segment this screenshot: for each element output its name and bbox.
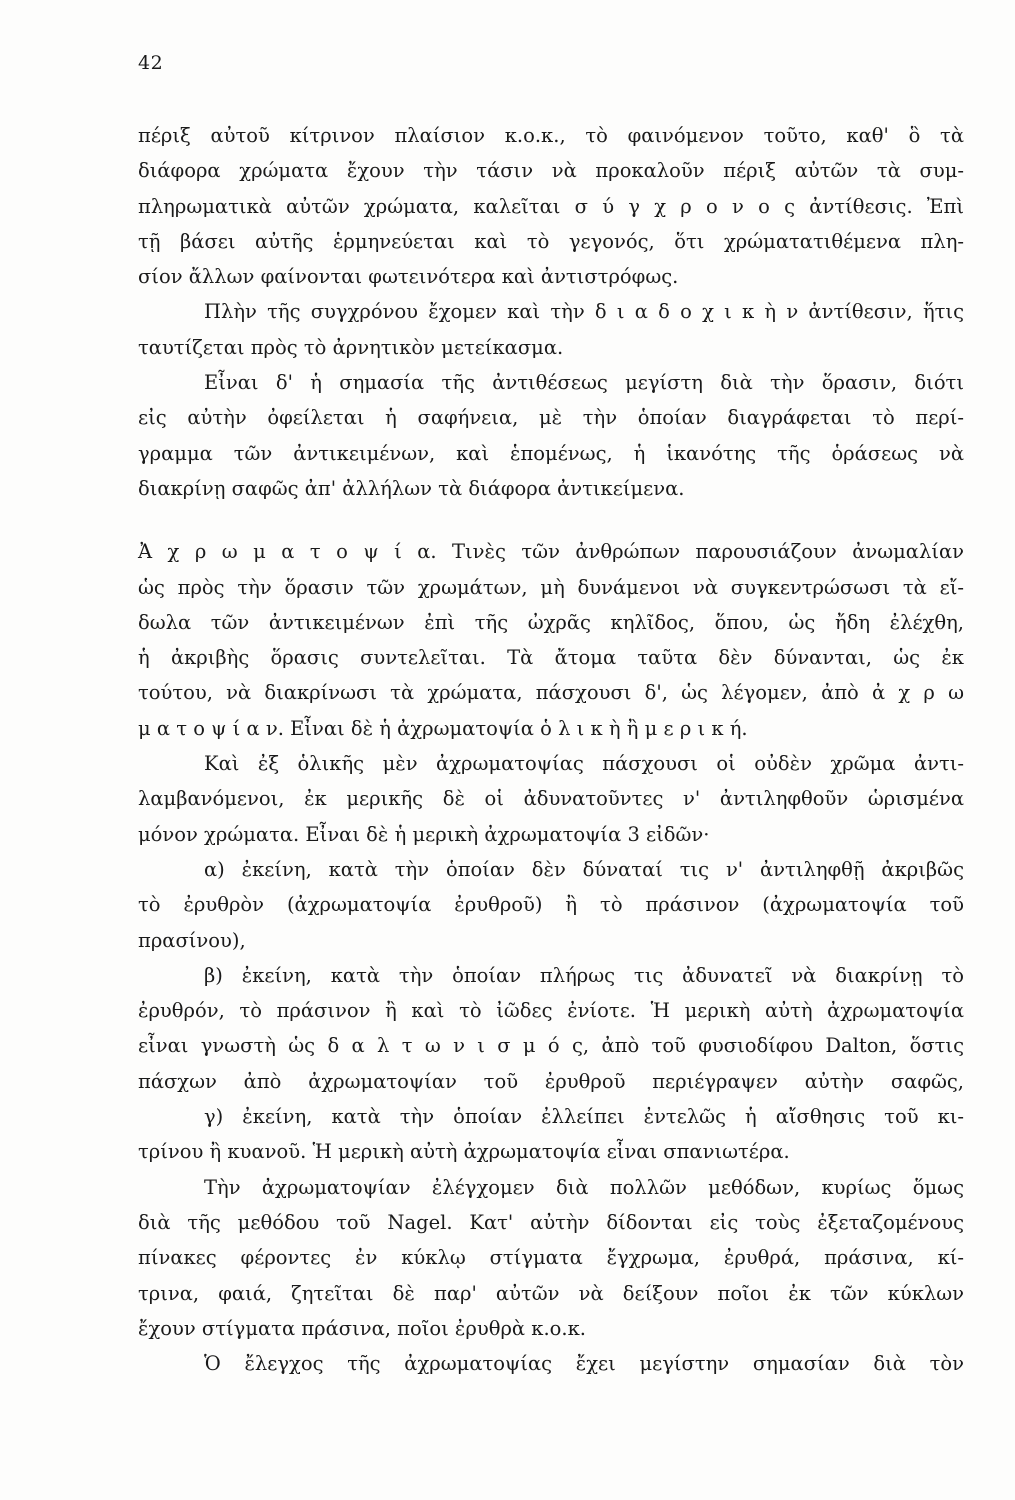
- text-line: τρινα, φαιά, ζητεῖται δὲ παρ' αὐτῶν νὰ δείξουν ποῖοι ἐκ τῶν κύκλων: [138, 1281, 964, 1305]
- text-line: γραμμα τῶν ἀντικειμένων, καὶ ἑπομένως, ἡ ἱκανότης τῆς ὁράσεως νὰ: [138, 441, 964, 465]
- text-line: Ἀ χ ρ ω μ α τ ο ψ ί α. Τινὲς τῶν ἀνθρώπων παρουσιάζουν ἀνωμαλίαν: [138, 540, 964, 564]
- text-line: τὸ ἐρυθρὸν (ἀχρωματοψία ἐρυθροῦ) ἢ τὸ πράσινον (ἀχρωματοψία τοῦ: [138, 893, 964, 917]
- text-line: β) ἐκείνη, κατὰ τὴν ὁποίαν πλήρως τις ἀδυνατεῖ νὰ διακρίνῃ τὸ: [204, 963, 964, 987]
- text-line: πληρωματικὰ αὐτῶν χρώματα, καλεῖται σ ύ γ χ ρ ο ν ο ς ἀντίθεσις. Ἐπὶ: [138, 194, 964, 218]
- text-line: τρίνου ἢ κυανοῦ. Ἡ μερικὴ αὐτὴ ἀχρωματοψία εἶναι σπανιωτέρα.: [138, 1140, 790, 1164]
- text-line: ἔχουν στίγματα πράσινα, ποῖοι ἐρυθρὰ κ.ο.κ.: [138, 1316, 586, 1340]
- text-line: ταυτίζεται πρὸς τὸ ἀρνητικὸν μετείκασμα.: [138, 335, 564, 359]
- page-number: 42: [138, 52, 164, 74]
- text-line: Τὴν ἀχρωματοψίαν ἐλέγχομεν διὰ πολλῶν μεθόδων, κυρίως ὅμως: [204, 1175, 964, 1199]
- text-line: ἐρυθρόν, τὸ πράσινον ἢ καὶ τὸ ἰῶδες ἐνίοτε. Ἡ μερικὴ αὐτὴ ἀχρωματοψία: [138, 999, 964, 1023]
- text-line: διὰ τῆς μεθόδου τοῦ Nagel. Κατ' αὐτὴν δίδονται εἰς τοὺς ἐξεταζομένους: [138, 1210, 964, 1234]
- text-line: μόνον χρώματα. Εἶναι δὲ ἡ μερικὴ ἀχρωματοψία 3 εἰδῶν·: [138, 822, 710, 846]
- text-line: γ) ἐκείνη, κατὰ τὴν ὁποίαν ἐλλείπει ἐντελῶς ἡ αἴσθησις τοῦ κι-: [204, 1105, 964, 1129]
- text-line: Ὁ ἔλεγχος τῆς ἀχρωματοψίας ἔχει μεγίστην σημασίαν διὰ τὸν: [204, 1352, 964, 1376]
- text-line: τῇ βάσει αὐτῆς ἑρμηνεύεται καὶ τὸ γεγονός, ὅτι χρώματατιθέμενα πλη-: [138, 229, 964, 253]
- text-line: διάφορα χρώματα ἔχουν τὴν τάσιν νὰ προκαλοῦν πέριξ αὐτῶν τὰ συμ-: [138, 159, 964, 183]
- text-line: Πλὴν τῆς συγχρόνου ἔχομεν καὶ τὴν δ ι α δ ο χ ι κ ὴ ν ἀντίθεσιν, ἥτις: [204, 300, 964, 324]
- text-line: δωλα τῶν ἀντικειμένων ἐπὶ τῆς ὠχρᾶς κηλῖδος, ὅπου, ὡς ἤδη ἐλέχθη,: [138, 610, 964, 634]
- text-line: διακρίνῃ σαφῶς ἀπ' ἀλλήλων τὰ διάφορα ἀντικείμενα.: [138, 476, 685, 500]
- text-line: τούτου, νὰ διακρίνωσι τὰ χρώματα, πάσχουσι δ', ὡς λέγομεν, ἀπὸ ἀ χ ρ ω: [138, 681, 964, 705]
- text-line: μ α τ ο ψ ί α ν. Εἶναι δὲ ἡ ἀχρωματοψία ὁ λ ι κ ὴ ἢ μ ε ρ ι κ ή.: [138, 716, 748, 740]
- text-line: σίον ἄλλων φαίνονται φωτεινότερα καὶ ἀντιστρόφως.: [138, 265, 679, 289]
- text-line: ἡ ἀκριβὴς ὅρασις συντελεῖται. Τὰ ἄτομα ταῦτα δὲν δύνανται, ὡς ἐκ: [138, 646, 964, 670]
- text-line: λαμβανόμενοι, ἐκ μερικῆς δὲ οἱ ἀδυνατοῦντες ν' ἀντιληφθοῦν ὡρισμένα: [138, 787, 964, 811]
- text-line: πίνακες φέροντες ἐν κύκλῳ στίγματα ἔγχρωμα, ἐρυθρά, πράσινα, κί-: [138, 1246, 964, 1270]
- text-line: Καὶ ἐξ ὁλικῆς μὲν ἀχρωματοψίας πάσχουσι οἱ οὐδὲν χρῶμα ἀντι-: [204, 752, 964, 776]
- text-line: πρασίνου),: [138, 928, 246, 952]
- text-line: Εἶναι δ' ἡ σημασία τῆς ἀντιθέσεως μεγίστη διὰ τὴν ὅρασιν, διότι: [204, 371, 964, 395]
- text-line: εἶναι γνωστὴ ὡς δ α λ τ ω ν ι σ μ ό ς, ἀπὸ τοῦ φυσιοδίφου Dalton, ὅστις: [138, 1034, 964, 1058]
- text-line: εἰς αὐτὴν ὀφείλεται ἡ σαφήνεια, μὲ τὴν ὁποίαν διαγράφεται τὸ περί-: [138, 406, 964, 430]
- text-line: α) ἐκείνη, κατὰ τὴν ὁποίαν δὲν δύναταί τις ν' ἀντιληφθῇ ἀκριβῶς: [204, 857, 964, 881]
- text-line: πάσχων ἀπὸ ἀχρωματοψίαν τοῦ ἐρυθροῦ περιέγραψεν αὐτὴν σαφῶς,: [138, 1069, 964, 1093]
- text-line: ὡς πρὸς τὴν ὅρασιν τῶν χρωμάτων, μὴ δυνάμενοι νὰ συγκεντρώσωσι τὰ εἴ-: [138, 575, 964, 599]
- body-text: [138, 118, 964, 1381]
- text-line: πέριξ αὐτοῦ κίτρινον πλαίσιον κ.ο.κ., τὸ φαινόμενον τοῦτο, καθ' ὃ τὰ: [138, 124, 964, 147]
